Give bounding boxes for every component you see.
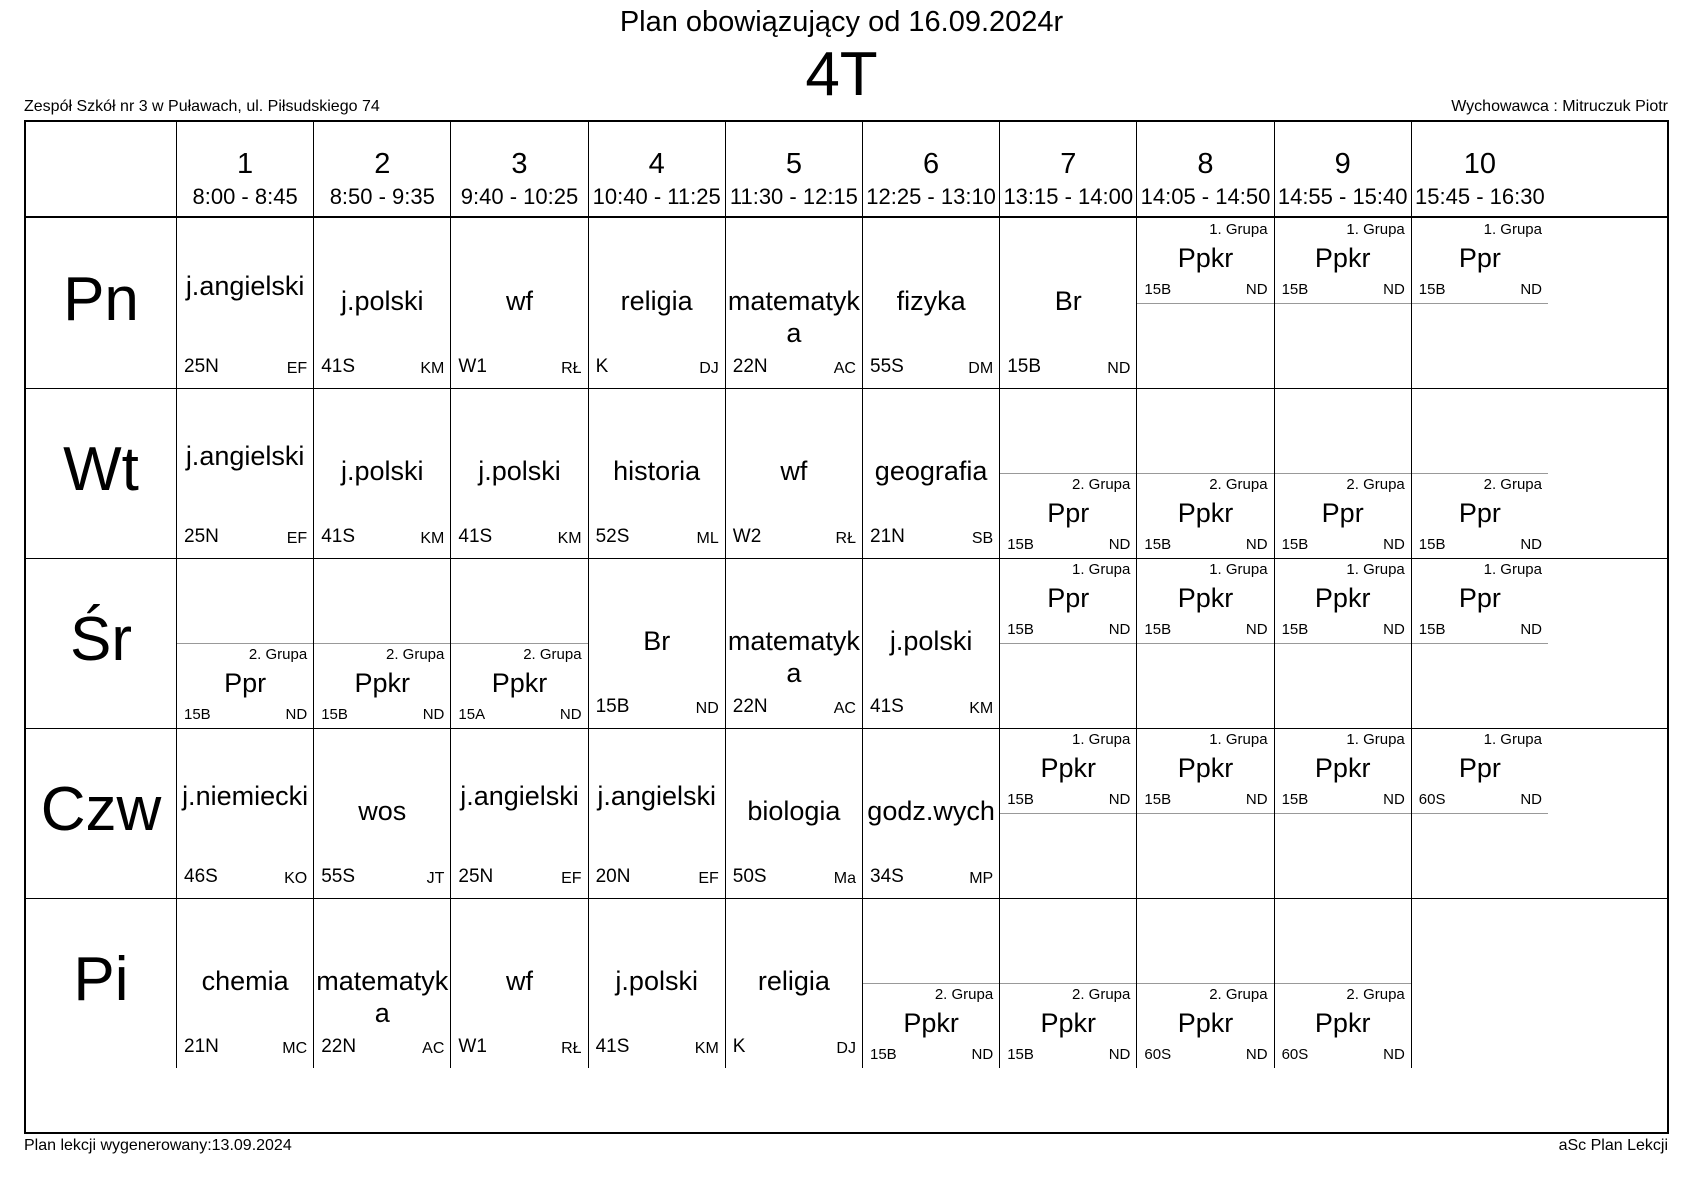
generated-date: Plan lekcji wygenerowany:13.09.2024	[24, 1137, 292, 1154]
app-brand: aSc Plan Lekcji	[1558, 1137, 1668, 1154]
lesson-teacher: ND	[1383, 281, 1405, 298]
lesson-cell	[313, 388, 450, 558]
lesson-cell	[588, 388, 725, 558]
period-time: 10:40 - 11:25	[592, 184, 721, 209]
lesson-group: 1. Grupa	[1072, 561, 1131, 578]
lesson-room: 41S	[595, 1036, 630, 1057]
lesson-cell	[1274, 558, 1411, 728]
group-divider	[1137, 813, 1273, 814]
lesson-room: 15A	[458, 706, 486, 723]
lesson-subject: Ppr	[1047, 498, 1090, 528]
lesson-teacher: ND	[1383, 621, 1405, 638]
lesson-subject: j.polski	[889, 626, 973, 656]
page-title: Plan obowiązujący od 16.09.2024r	[619, 6, 1064, 38]
lesson-subject: Ppr	[224, 668, 267, 698]
lesson-teacher: DM	[968, 360, 994, 377]
lesson-cell	[1136, 728, 1273, 898]
group-divider	[1000, 983, 1136, 984]
lesson-room: 15B	[1144, 621, 1172, 638]
lesson-room: 15B	[1007, 791, 1034, 808]
lesson-cell	[588, 558, 725, 728]
lesson-cell	[450, 898, 587, 1068]
period-header	[1274, 122, 1411, 216]
lesson-room: 15B	[1418, 536, 1446, 553]
group-divider	[1412, 303, 1548, 304]
school-name: Zespół Szkół nr 3 w Puławach, ul. Piłsudskiego 74	[24, 98, 380, 115]
lesson-cell	[999, 728, 1136, 898]
period-header	[1411, 122, 1548, 216]
lesson-cell	[1411, 388, 1548, 558]
lesson-group: 2. Grupa	[248, 646, 308, 663]
lesson-room: K	[595, 356, 609, 377]
day-name: Pi	[73, 945, 129, 1014]
group-divider	[863, 983, 999, 984]
lesson-subject: godz.wych	[867, 796, 995, 826]
lesson-room: 15B	[1281, 791, 1309, 808]
lesson-room: 60S	[1281, 1046, 1309, 1063]
lesson-teacher: RŁ	[835, 530, 856, 547]
lesson-cell	[1411, 558, 1548, 728]
lesson-cell	[176, 558, 313, 728]
lesson-teacher: EF	[286, 360, 308, 377]
lesson-subject: Ppr	[1458, 753, 1501, 783]
lesson-subject: wf	[780, 456, 808, 486]
lesson-room: 55S	[870, 356, 904, 377]
group-divider	[1000, 813, 1136, 814]
lesson-cell	[862, 728, 999, 898]
lesson-subject: Ppr	[1458, 498, 1501, 528]
lesson-cell	[725, 388, 862, 558]
lesson-teacher: KM	[420, 530, 445, 547]
lesson-group: 1. Grupa	[1346, 561, 1405, 578]
lesson-subject: j.angielski	[597, 781, 716, 811]
lesson-teacher: ML	[696, 530, 719, 547]
lesson-room: 25N	[184, 356, 219, 377]
lesson-group: 1. Grupa	[1209, 221, 1268, 238]
lesson-group: 2. Grupa	[1209, 476, 1268, 493]
period-header	[999, 122, 1136, 216]
lesson-subject: Ppkr	[1040, 1008, 1097, 1038]
period-number: 9	[1334, 148, 1351, 180]
lesson-subject: matematyka	[316, 966, 449, 1028]
group-divider	[1412, 643, 1548, 644]
lesson-room: 34S	[870, 866, 904, 887]
lesson-room: 22N	[732, 696, 768, 717]
lesson-room: 15B	[184, 706, 211, 723]
lesson-subject: Ppkr	[1177, 243, 1234, 273]
lesson-cell	[176, 728, 313, 898]
group-divider	[1412, 473, 1548, 474]
lesson-cell	[1411, 898, 1548, 1068]
group-divider	[1000, 643, 1136, 644]
lesson-teacher: ND	[971, 1046, 994, 1063]
lesson-cell	[176, 218, 313, 388]
group-divider	[451, 643, 587, 644]
lesson-teacher: DJ	[836, 1040, 856, 1057]
group-divider	[1275, 813, 1411, 814]
lesson-cell	[1274, 388, 1411, 558]
class-name: 4T	[805, 40, 878, 109]
period-time: 8:00 - 8:45	[192, 184, 298, 209]
lesson-room: 22N	[732, 356, 768, 377]
lesson-cell	[1136, 388, 1273, 558]
lesson-subject: matematyka	[727, 626, 860, 688]
lesson-cell	[725, 218, 862, 388]
period-number: 7	[1060, 148, 1077, 180]
lesson-teacher: KM	[694, 1040, 719, 1057]
period-header	[450, 122, 587, 216]
lesson-room: 22N	[321, 1036, 357, 1057]
period-number: 3	[511, 148, 528, 180]
lesson-teacher: ND	[1520, 536, 1542, 553]
lesson-room: 60S	[1418, 791, 1446, 808]
period-number: 8	[1197, 148, 1214, 180]
lesson-cell	[725, 558, 862, 728]
period-time: 14:55 - 15:40	[1277, 184, 1408, 209]
timetable-grid	[24, 120, 1669, 1134]
lesson-room: 21N	[184, 1036, 219, 1057]
lesson-subject: wos	[358, 796, 407, 826]
lesson-teacher: ND	[1520, 791, 1542, 808]
lesson-teacher: ND	[1245, 791, 1268, 808]
group-divider	[1275, 983, 1411, 984]
lesson-room: 60S	[1144, 1046, 1172, 1063]
lesson-subject: Ppkr	[1177, 583, 1234, 613]
lesson-teacher: ND	[559, 706, 582, 723]
lesson-group: 1. Grupa	[1483, 561, 1542, 578]
day-name: Czw	[40, 775, 162, 844]
lesson-subject: Ppkr	[1314, 1008, 1371, 1038]
lesson-cell	[450, 728, 587, 898]
group-divider	[1137, 303, 1273, 304]
period-number: 6	[923, 148, 940, 180]
lesson-cell	[862, 388, 999, 558]
lesson-teacher: MC	[282, 1040, 308, 1057]
period-header	[176, 122, 313, 216]
lesson-group: 2. Grupa	[523, 646, 582, 663]
lesson-subject: Ppr	[1321, 498, 1364, 528]
lesson-cell	[1411, 728, 1548, 898]
lesson-subject: Ppkr	[1177, 1008, 1234, 1038]
lesson-cell	[313, 218, 450, 388]
lesson-room: 46S	[184, 866, 218, 887]
lesson-cell	[1274, 898, 1411, 1068]
lesson-cell	[313, 898, 450, 1068]
lesson-room: 15B	[595, 696, 630, 717]
lesson-teacher: ND	[1245, 281, 1268, 298]
lesson-cell	[1136, 558, 1273, 728]
period-time: 15:45 - 16:30	[1415, 184, 1545, 209]
lesson-room: 52S	[595, 526, 630, 547]
lesson-teacher: AC	[422, 1040, 445, 1057]
lesson-teacher: JT	[426, 870, 445, 887]
lesson-teacher: ND	[1108, 536, 1131, 553]
lesson-room: 41S	[870, 696, 904, 717]
lesson-teacher: KM	[969, 700, 994, 717]
lesson-cell	[1136, 898, 1273, 1068]
lesson-cell	[313, 558, 450, 728]
lesson-subject: Ppkr	[1314, 583, 1371, 613]
lesson-subject: j.polski	[341, 286, 424, 316]
lesson-subject: j.polski	[341, 456, 424, 486]
group-divider	[177, 643, 313, 644]
lesson-room: 25N	[458, 866, 494, 887]
lesson-cell	[999, 218, 1136, 388]
lesson-subject: Ppr	[1458, 583, 1501, 613]
lesson-teacher: ND	[285, 706, 308, 723]
lesson-cell	[588, 218, 725, 388]
lesson-subject: historia	[613, 456, 701, 486]
lesson-room: 15B	[1281, 281, 1309, 298]
period-time: 13:15 - 14:00	[1003, 184, 1134, 209]
period-header	[1136, 122, 1273, 216]
lesson-teacher: Ma	[833, 870, 856, 887]
lesson-teacher: AC	[833, 360, 856, 377]
group-divider	[1275, 643, 1411, 644]
lesson-cell	[862, 558, 999, 728]
lesson-subject: Ppkr	[1314, 753, 1371, 783]
lesson-room: 50S	[732, 866, 767, 887]
day-name: Wt	[63, 435, 139, 504]
lesson-teacher: KO	[284, 870, 308, 887]
lesson-teacher: RŁ	[561, 360, 582, 377]
lesson-group: 1. Grupa	[1072, 731, 1131, 748]
lesson-subject: religia	[620, 286, 693, 316]
lesson-subject: j.angielski	[185, 441, 305, 471]
lesson-teacher: DJ	[699, 360, 719, 377]
lesson-room: 15B	[321, 706, 348, 723]
lesson-teacher: ND	[1245, 536, 1268, 553]
lesson-cell	[176, 388, 313, 558]
class-teacher: Wychowawca : Mitruczuk Piotr	[1451, 98, 1668, 115]
lesson-group: 2. Grupa	[1346, 986, 1405, 1003]
lesson-subject: Ppkr	[491, 668, 548, 698]
lesson-teacher: ND	[1383, 791, 1405, 808]
lesson-room: 55S	[321, 866, 355, 887]
lesson-cell	[1274, 728, 1411, 898]
lesson-room: K	[732, 1036, 746, 1057]
lesson-subject: j.angielski	[185, 271, 305, 301]
period-number: 5	[785, 148, 802, 180]
period-header	[588, 122, 725, 216]
lesson-group: 2. Grupa	[1483, 476, 1542, 493]
lesson-teacher: KM	[557, 530, 582, 547]
period-header	[313, 122, 450, 216]
lesson-subject: Br	[643, 626, 671, 656]
lesson-teacher: RŁ	[561, 1040, 582, 1057]
lesson-subject: j.angielski	[460, 781, 579, 811]
lesson-cell	[999, 558, 1136, 728]
period-number: 1	[237, 148, 254, 180]
lesson-room: 15B	[1007, 356, 1041, 377]
lesson-cell	[450, 558, 587, 728]
lesson-teacher: ND	[1108, 1046, 1131, 1063]
lesson-room: W1	[458, 1036, 487, 1057]
day-name: Śr	[70, 605, 132, 674]
lesson-room: 15B	[1281, 536, 1309, 553]
lesson-cell	[999, 898, 1136, 1068]
group-divider	[1137, 983, 1273, 984]
lesson-room: 15B	[1144, 791, 1172, 808]
period-time: 11:30 - 12:15	[729, 184, 858, 209]
lesson-teacher: ND	[422, 706, 445, 723]
lesson-subject: Ppkr	[354, 668, 411, 698]
lesson-group: 1. Grupa	[1209, 731, 1268, 748]
lesson-teacher: ND	[1108, 791, 1131, 808]
lesson-cell	[1411, 218, 1548, 388]
lesson-teacher: ND	[1520, 281, 1542, 298]
period-header	[725, 122, 862, 216]
group-divider	[1137, 643, 1273, 644]
lesson-room: 41S	[321, 356, 355, 377]
lesson-room: 15B	[1418, 281, 1446, 298]
period-number: 10	[1463, 148, 1497, 180]
lesson-cell	[725, 728, 862, 898]
period-time: 8:50 - 9:35	[329, 184, 435, 209]
lesson-teacher: ND	[1383, 1046, 1405, 1063]
group-divider	[1275, 473, 1411, 474]
lesson-teacher: EF	[286, 530, 308, 547]
period-time: 14:05 - 14:50	[1140, 184, 1271, 209]
lesson-group: 2. Grupa	[1072, 986, 1131, 1003]
lesson-room: W2	[732, 526, 762, 547]
lesson-subject: fizyka	[896, 286, 966, 316]
lesson-cell	[176, 898, 313, 1068]
lesson-cell	[450, 218, 587, 388]
lesson-subject: Ppkr	[1177, 753, 1234, 783]
lesson-cell	[313, 728, 450, 898]
lesson-room: 41S	[321, 526, 355, 547]
lesson-subject: j.niemiecki	[182, 781, 309, 811]
day-name: Pn	[63, 265, 139, 334]
lesson-group: 2. Grupa	[934, 986, 994, 1003]
lesson-room: 15B	[1281, 621, 1309, 638]
lesson-teacher: ND	[695, 700, 719, 717]
lesson-room: 15B	[870, 1046, 897, 1063]
period-header	[862, 122, 999, 216]
lesson-subject: j.polski	[615, 966, 698, 996]
lesson-teacher: KM	[420, 360, 445, 377]
lesson-cell	[588, 898, 725, 1068]
lesson-subject: Ppkr	[903, 1008, 959, 1038]
group-divider	[1137, 473, 1273, 474]
lesson-group: 2. Grupa	[1072, 476, 1131, 493]
lesson-subject: Ppr	[1047, 583, 1090, 613]
lesson-cell	[862, 218, 999, 388]
lesson-subject: j.polski	[478, 456, 561, 486]
lesson-subject: Ppkr	[1177, 498, 1234, 528]
lesson-group: 2. Grupa	[1346, 476, 1405, 493]
lesson-cell	[999, 388, 1136, 558]
period-number: 4	[648, 148, 665, 180]
group-divider	[1275, 303, 1411, 304]
lesson-cell	[862, 898, 999, 1068]
lesson-subject: religia	[757, 966, 830, 996]
period-time: 9:40 - 10:25	[460, 184, 579, 209]
group-divider	[314, 643, 450, 644]
lesson-teacher: ND	[1107, 360, 1131, 377]
lesson-subject: wf	[505, 286, 533, 316]
lesson-room: 15B	[1418, 621, 1446, 638]
lesson-teacher: MP	[969, 870, 994, 887]
group-divider	[1412, 813, 1548, 814]
lesson-room: 25N	[184, 526, 219, 547]
lesson-teacher: EF	[561, 870, 582, 887]
lesson-subject: Br	[1054, 286, 1082, 316]
lesson-teacher: AC	[833, 700, 856, 717]
lesson-room: 41S	[458, 526, 493, 547]
period-number: 2	[374, 148, 391, 180]
lesson-group: 1. Grupa	[1209, 561, 1268, 578]
group-divider	[1000, 473, 1136, 474]
lesson-subject: Ppr	[1458, 243, 1501, 273]
lesson-cell	[450, 388, 587, 558]
lesson-room: 20N	[595, 866, 631, 887]
lesson-teacher: ND	[1245, 1046, 1268, 1063]
lesson-subject: wf	[505, 966, 533, 996]
lesson-room: 15B	[1007, 1046, 1034, 1063]
lesson-teacher: ND	[1245, 621, 1268, 638]
lesson-teacher: ND	[1108, 621, 1131, 638]
period-time: 12:25 - 13:10	[866, 184, 996, 209]
lesson-subject: Ppkr	[1314, 243, 1371, 273]
lesson-subject: matematyka	[727, 286, 860, 348]
lesson-room: 21N	[870, 526, 905, 547]
lesson-room: 15B	[1007, 536, 1034, 553]
lesson-subject: Ppkr	[1040, 753, 1097, 783]
lesson-group: 1. Grupa	[1483, 731, 1542, 748]
lesson-teacher: ND	[1520, 621, 1542, 638]
lesson-group: 2. Grupa	[386, 646, 445, 663]
lesson-cell	[725, 898, 862, 1068]
lesson-cell	[1136, 218, 1273, 388]
lesson-room: W1	[458, 356, 487, 377]
lesson-teacher: SB	[971, 530, 994, 547]
lesson-cell	[1274, 218, 1411, 388]
lesson-room: 15B	[1144, 536, 1172, 553]
lesson-group: 1. Grupa	[1346, 731, 1405, 748]
lesson-group: 1. Grupa	[1483, 221, 1542, 238]
lesson-room: 15B	[1007, 621, 1034, 638]
lesson-subject: geografia	[874, 456, 988, 486]
lesson-cell	[588, 728, 725, 898]
lesson-group: 2. Grupa	[1209, 986, 1268, 1003]
lesson-teacher: EF	[698, 870, 719, 887]
lesson-subject: biologia	[747, 796, 841, 826]
lesson-subject: chemia	[201, 966, 289, 996]
lesson-teacher: ND	[1383, 536, 1405, 553]
lesson-room: 15B	[1144, 281, 1172, 298]
lesson-group: 1. Grupa	[1346, 221, 1405, 238]
